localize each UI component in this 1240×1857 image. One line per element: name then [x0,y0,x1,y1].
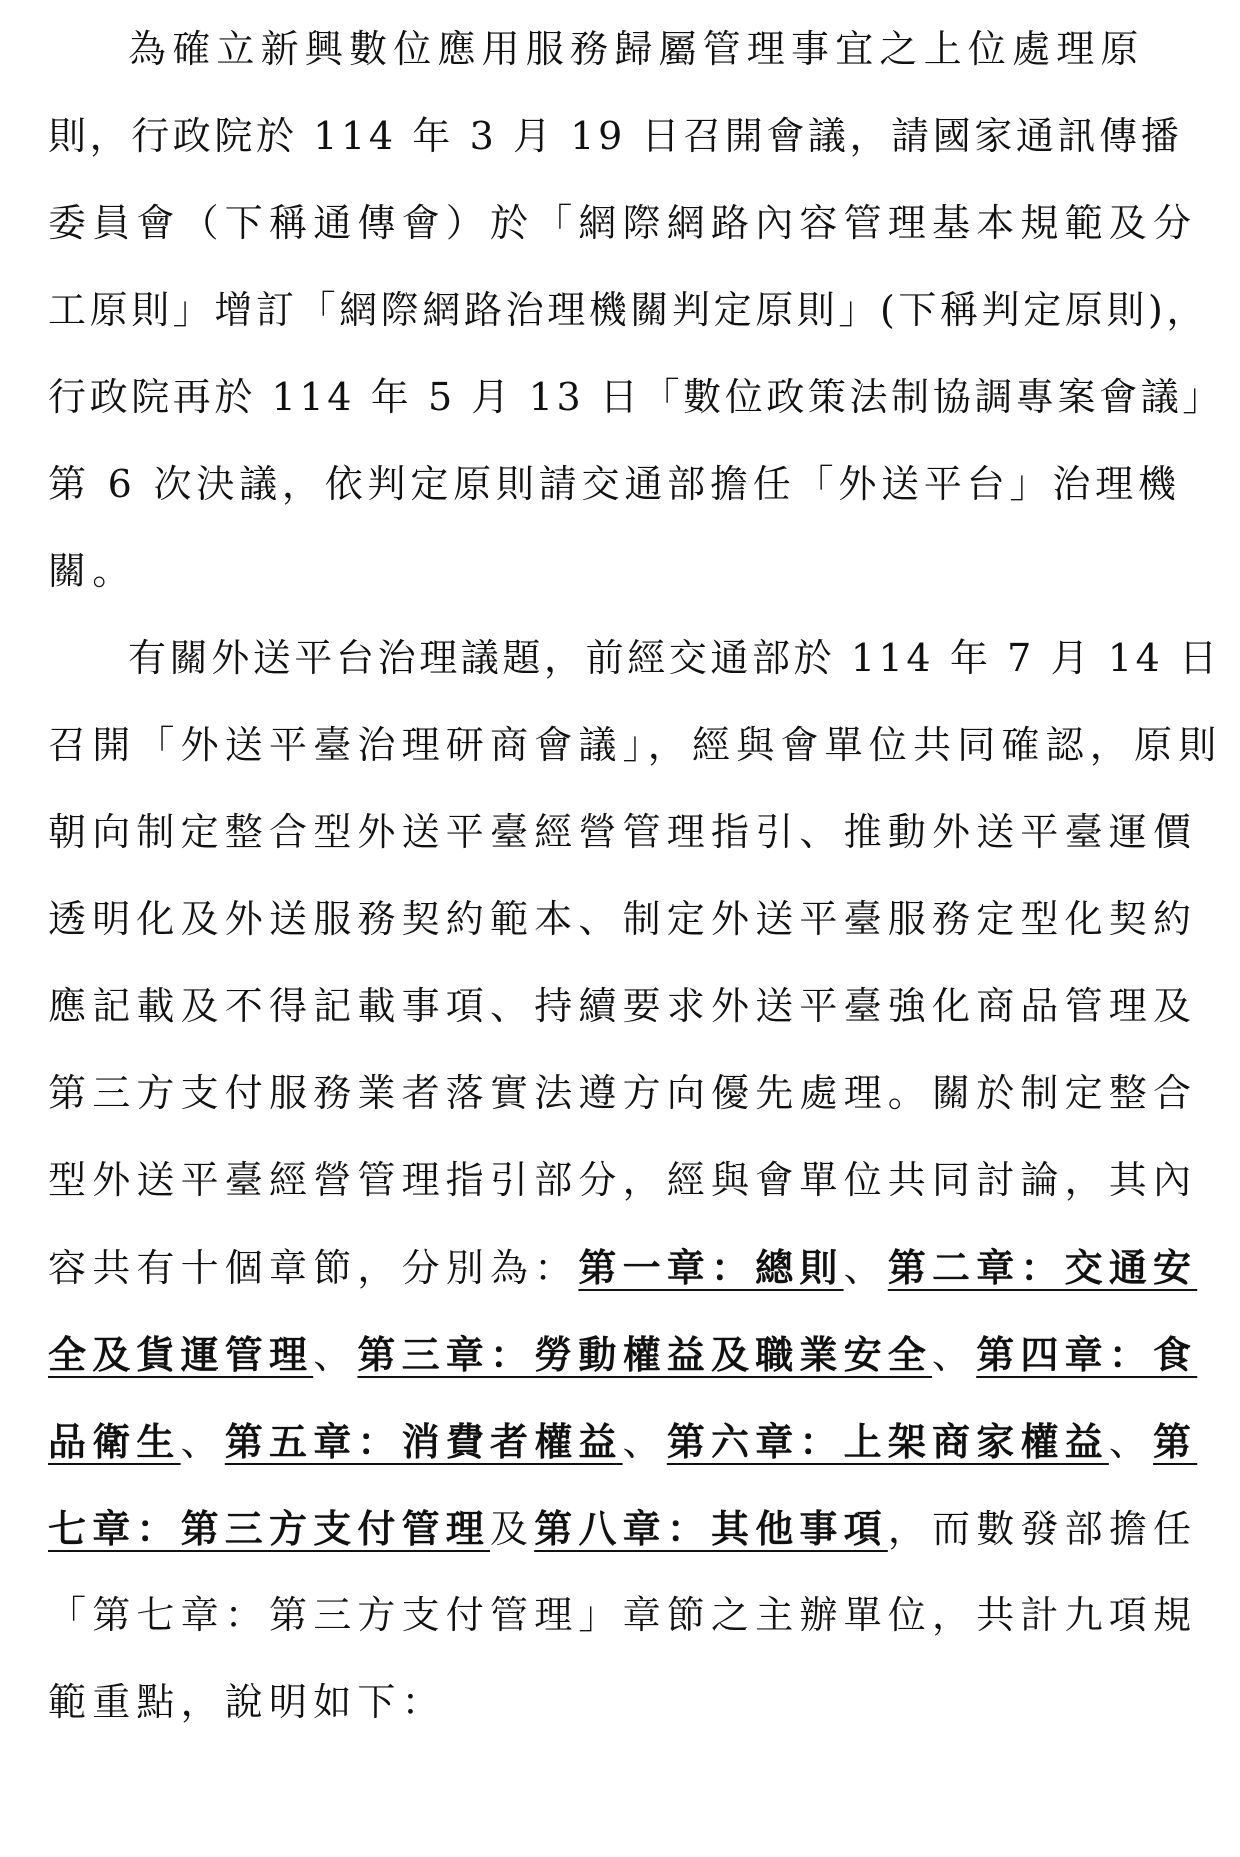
chapter-5: 第五章：消費者權益 [224,1419,623,1464]
chapter-2-end: 全及貨運管理 [48,1332,314,1377]
paragraph-1-line-2: 則，行政院於 114 年 3 月 19 日召開會議，請國家通訊傳播 [48,114,1183,158]
paragraph-2-line-3: 朝向制定整合型外送平臺經營管理指引、推動外送平臺運價 [48,810,1198,854]
chapter-2-start: 第二章：交通安 [887,1245,1198,1290]
paragraph-2-line-2: 召開「外送平臺治理研商會議」，經與會單位共同確認，原則 [48,723,1223,767]
paragraph-2-line-6: 第三方支付服務業者落實法遵方向優先處理。關於制定整合 [48,1071,1198,1115]
paragraph-1-line-5: 行政院再於 114 年 5 月 13 日「數位政策法制協調專案會議」 [48,375,1224,419]
chapter-1: 第一章：總則 [578,1245,844,1290]
chapters-line-3 [48,1398,1198,1485]
paragraph-2-line-4: 透明化及外送服務契約範本、制定外送平臺服務定型化契約 [48,897,1198,941]
paragraph-1-line-4: 工原則」增訂「網際網路治理機關判定原則」(下稱判定原則)， [48,288,1209,332]
separator: 、 [313,1333,358,1377]
paragraph-1-line-7: 關。 [48,549,137,593]
chapter-7-end: 七章：第三方支付管理 [48,1506,491,1551]
paragraph-1-line-6: 第 6 次決議，依判定原則請交通部擔任「外送平台」治理機 [48,462,1181,506]
separator: 、 [843,1246,888,1290]
paragraph-2-tail-line-1: 「第七章：第三方支付管理」章節之主辦單位，共計九項規 [48,1593,1198,1637]
document-page [48,6,1224,1746]
chapter-8: 第八章：其他事項 [534,1506,888,1551]
paragraph-2-line-7: 型外送平臺經營管理指引部分，經與會單位共同討論，其內 [48,1158,1198,1202]
chapters-line-4 [48,1485,1198,1572]
chapter-4-end: 品衛生 [48,1419,181,1464]
paragraph-1-line-3: 委員會（下稱通傳會）於「網際網路內容管理基本規範及分 [48,201,1198,245]
separator: 、 [932,1333,977,1377]
paragraph-2-line-1: 有關外送平台治理議題，前經交通部於 114 年 7 月 14 日 [128,636,1221,680]
paragraph-1-line-1: 為確立新興數位應用服務歸屬管理事宜之上位處理原 [128,27,1145,71]
conjunction: 及 [490,1507,535,1551]
separator: 、 [622,1420,667,1464]
chapters-outro: ，而數發部擔任 [887,1507,1198,1551]
chapters-intro: 容共有十個章節，分別為： [48,1246,579,1290]
paragraph-2-line-5: 應記載及不得記載事項、持續要求外送平臺強化商品管理及 [48,984,1198,1028]
chapter-7-start: 第 [1153,1419,1198,1464]
chapters-line-2 [48,1311,1198,1398]
separator: 、 [180,1420,225,1464]
paragraph-2-tail-line-2: 範重點，說明如下： [48,1680,446,1724]
chapter-4-start: 第四章：食 [976,1332,1198,1377]
chapter-6: 第六章：上架商家權益 [666,1419,1109,1464]
chapter-3: 第三章：勞動權益及職業安全 [357,1332,933,1377]
separator: 、 [1108,1420,1154,1464]
chapters-line-1 [48,1224,1198,1311]
